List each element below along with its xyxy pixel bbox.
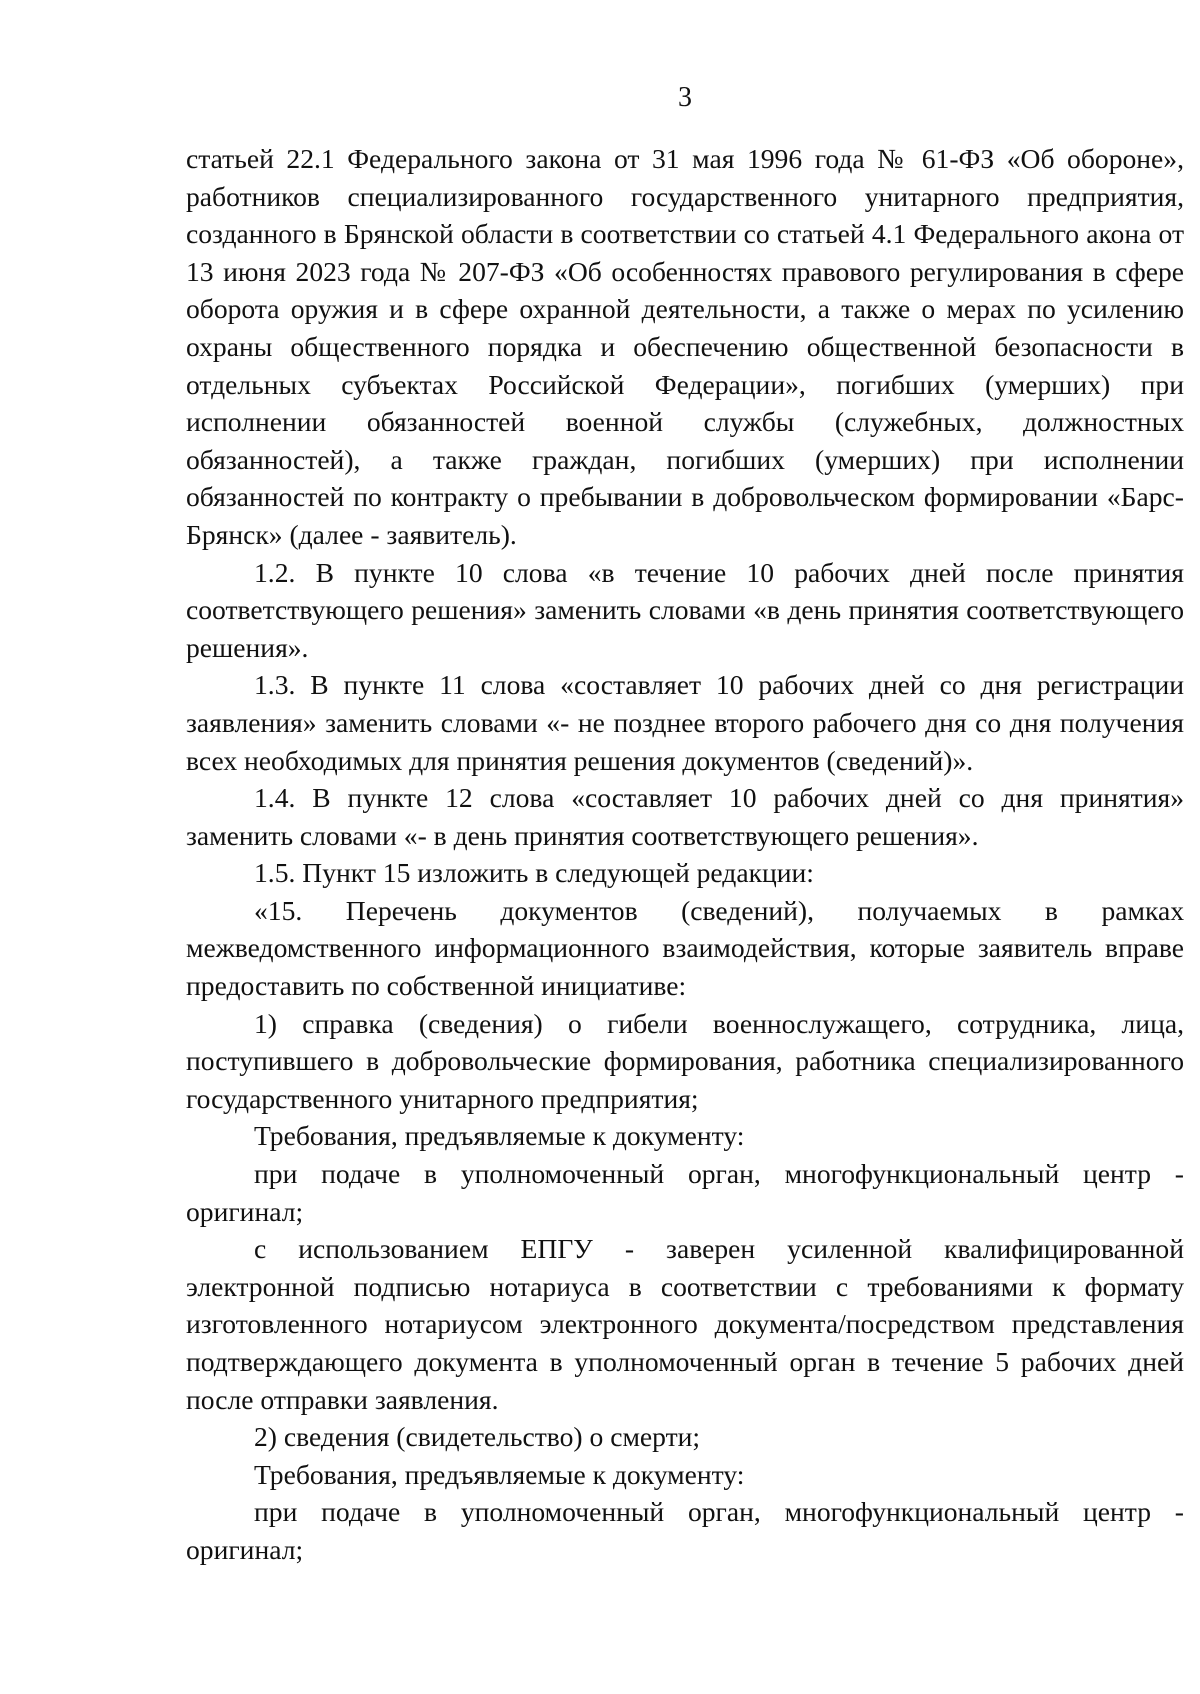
paragraph-requirement-epgu: с использованием ЕПГУ - заверен усиленной квалифицированной электронной подписью нотариуса в соответствии с требованиями к формату изготовленного нотариусом электронного документа/посредством представления подтверждающего документа в уполномоченный орган в течение 5 рабочих дней после отправки заявления. — [186, 1233, 1184, 1415]
paragraph-subitem-1: 1) справка (сведения) о гибели военнослужащего, сотрудника, лица, поступившего в добровольческие формирования, работника специализированного государственного унитарного предприятия; — [186, 1007, 1184, 1114]
paragraph-requirement-original-1: при подаче в уполномоченный орган, многофункциональный центр - оригинал; — [186, 1158, 1184, 1227]
paragraph-requirements-heading-1: Требования, предъявляемые к документу: — [254, 1120, 745, 1152]
page-number: 3 — [678, 82, 692, 113]
paragraph-1-5: 1.5. Пункт 15 изложить в следующей редакции: — [254, 857, 814, 889]
paragraph-requirements-heading-2: Требования, предъявляемые к документу: — [254, 1458, 745, 1490]
document-body — [186, 140, 1184, 1569]
paragraph-1-4: 1.4. В пункте 12 слова «составляет 10 рабочих дней со дня принятия» заменить словами «- в день принятия соответствующего решения». — [186, 782, 1184, 851]
paragraph-1-2: 1.2. В пункте 10 слова «в течение 10 рабочих дней после принятия соответствующего решения» заменить словами «в день принятия соответствующего решения». — [186, 556, 1184, 663]
paragraph-continuation: статьей 22.1 Федерального закона от 31 мая 1996 года № 61-ФЗ «Об обороне», работников специализированного государственного унитарного предприятия, созданного в Брянской области в соответствии со статьей 4.1 Федерального акона от 13 июня 2023 года № 207-ФЗ «Об особенностях правового регулирования в сфере оборота оружия и в сфере охранной деятельности, а также о мерах по усилению охраны общественного порядка и обеспечению общественной безопасности в отдельных субъектах Российской Федерации», погибших (умерших) при исполнении обязанностей военной службы (служебных, должностных обязанностей), а также граждан, погибших (умерших) при исполнении обязанностей по контракту о пребывании в добровольческом формировании «Барс-Брянск» (далее - заявитель). — [186, 143, 1184, 550]
paragraph-subitem-2: 2) сведения (свидетельство) о смерти; — [254, 1421, 701, 1453]
paragraph-1-3: 1.3. В пункте 11 слова «составляет 10 рабочих дней со дня регистрации заявления» заменить словами «- не позднее второго рабочего дня со дня получения всех необходимых для принятия решения документов (сведений)». — [186, 669, 1184, 776]
paragraph-item-15: «15. Перечень документов (сведений), получаемых в рамках межведомственного информационного взаимодействия, которые заявитель вправе предоставить по собственной инициативе: — [186, 894, 1184, 1002]
paragraph-requirement-original-2: при подаче в уполномоченный орган, многофункциональный центр - оригинал; — [186, 1496, 1184, 1565]
